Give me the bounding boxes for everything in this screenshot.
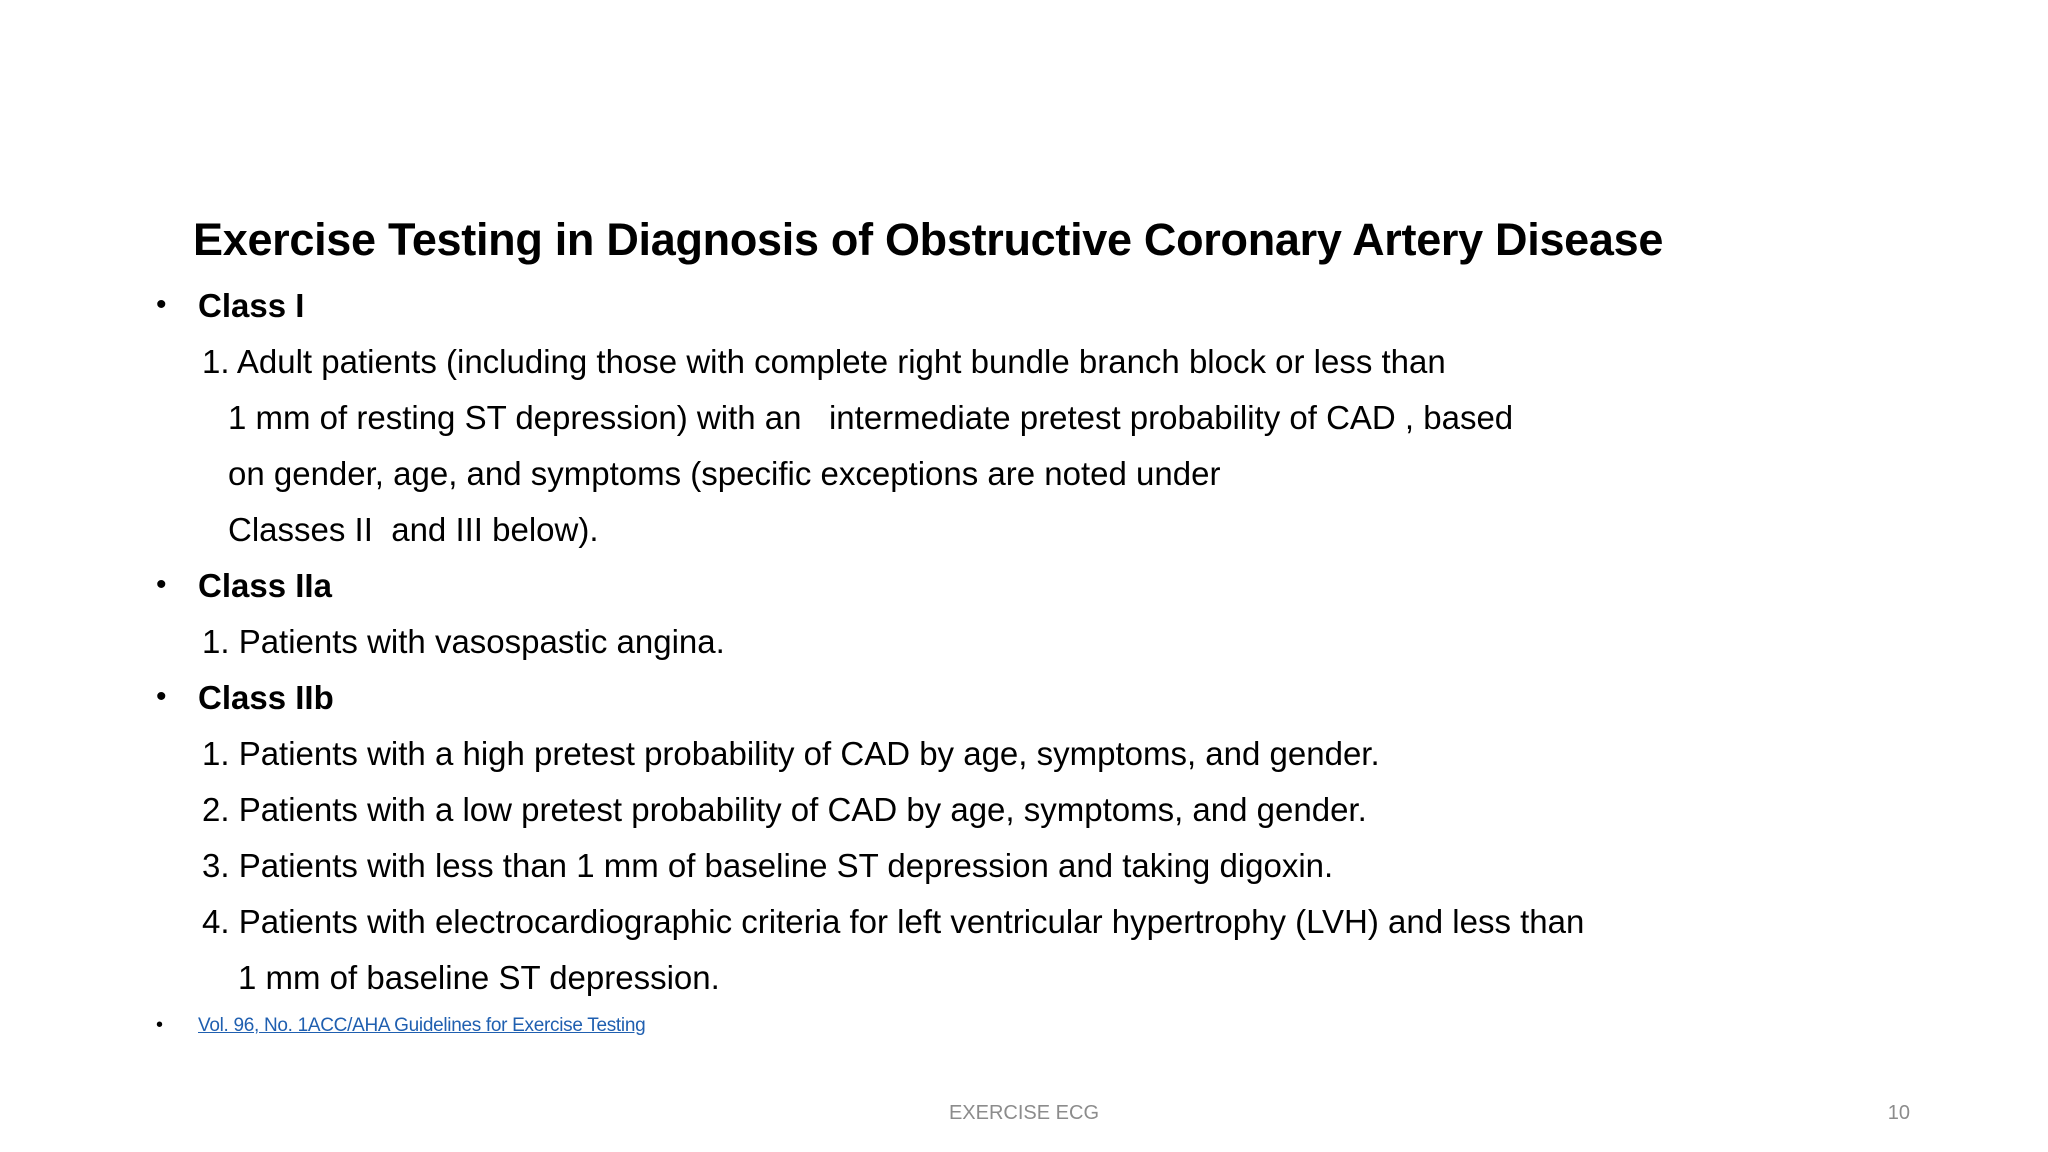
slide-title: Exercise Testing in Diagnosis of Obstructive Coronary Artery Disease xyxy=(193,214,1664,265)
class-iia-line: 1. Patients with vasospastic angina. xyxy=(202,623,725,660)
class-iib-line: 2. Patients with a low pretest probability of CAD by age, symptoms, and gender. xyxy=(202,791,1367,828)
class-i-line: Classes II and III below). xyxy=(228,511,599,548)
bullet-icon: • xyxy=(156,680,167,713)
reference-link[interactable]: Vol. 96, No. 1ACC/AHA Guidelines for Exercise Testing xyxy=(198,1015,646,1036)
class-i-heading: Class I xyxy=(198,287,305,324)
class-iib-line: 3. Patients with less than 1 mm of baseline ST depression and taking digoxin. xyxy=(202,847,1334,884)
bullet-icon: • xyxy=(156,568,167,601)
class-i-line: 1 mm of resting ST depression) with an intermediate pretest probability of CAD , based xyxy=(228,399,1514,436)
bullet-icon: • xyxy=(156,288,167,321)
class-iib-line: 1. Patients with a high pretest probability of CAD by age, symptoms, and gender. xyxy=(202,735,1380,772)
class-i-line: on gender, age, and symptoms (specific exceptions are noted under xyxy=(228,455,1221,492)
class-iib-heading: Class IIb xyxy=(198,679,334,716)
class-iib-line: 4. Patients with electrocardiographic criteria for left ventricular hypertrophy (LVH) and less than xyxy=(202,903,1585,940)
class-iia-heading: Class IIa xyxy=(198,567,332,604)
class-iib-line: 1 mm of baseline ST depression. xyxy=(238,959,720,996)
page-number: 10 xyxy=(1887,1102,1910,1124)
footer-text: EXERCISE ECG xyxy=(948,1102,1100,1124)
bullet-icon: • xyxy=(156,1014,164,1036)
class-i-line: 1. Adult patients (including those with complete right bundle branch block or less than xyxy=(202,343,1446,380)
